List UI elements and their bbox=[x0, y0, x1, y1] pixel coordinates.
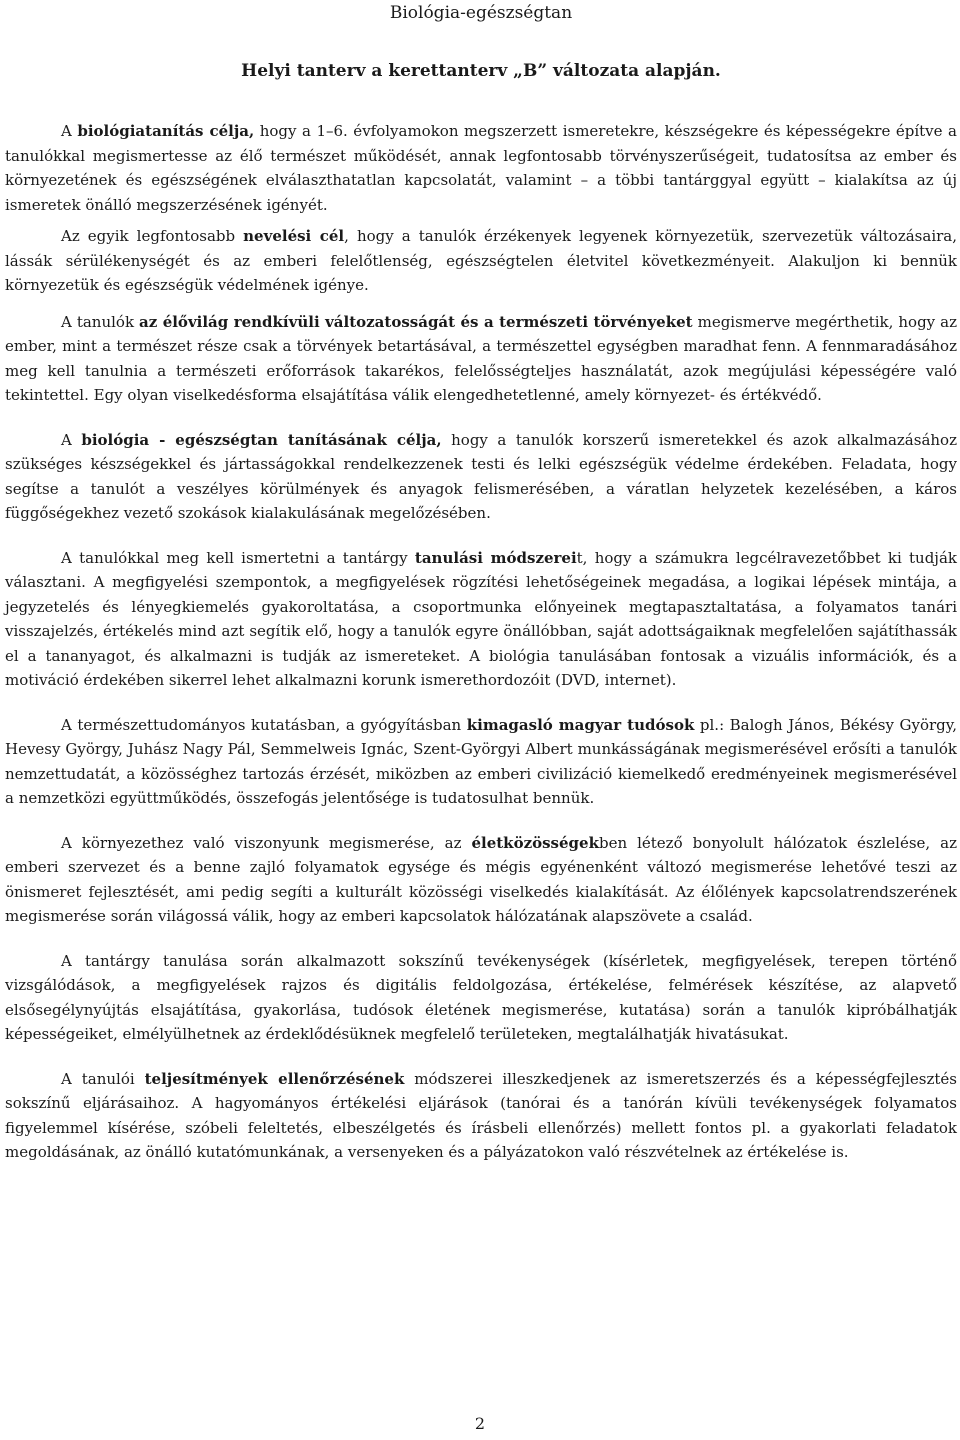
document-page bbox=[5, 0, 957, 1165]
emphasis-text: tanulási módszerei bbox=[414, 548, 577, 567]
body-text: t, hogy a számukra legcélravezetőbbet ki tudják választani. A megfigyelési szempontok, a megfigyelések rögzítési lehetőségeinek megadása, a logikai lépések mintája, a jegyzetelés és lényegkiemelés gyakoroltatása, a csoportmunka előnyeinek megtapasztaltatása, a folyamatos tanári visszajelzés, értékelés mind azt segítik elő, hogy a tanulók egyre önállóbban, saját adottságaiknak megfelelően sajátíthassák el a tananyagot, és alkalmazni is tudják az ismereteket. A biológia tanulásában fontosak a vizuális információk, és a motiváció érdekében sikerrel lehet alkalmazni korunk ismerethordozóit (DVD, internet). bbox=[5, 548, 957, 689]
paragraph-activities bbox=[5, 949, 957, 1047]
body-text: pl.: Balogh János, Békésy György, Hevesy György, Juhász Nagy Pál, Semmelweis Ignác, Szent-Györgyi Albert munkásságának megismerésével erősíti a tanulók nemzettudatát, a közösséghez tartozás érzését, miközben az emberi civilizáció kiemelkedő eredményeinek megismerésével a nemzetközi együttműködés, összefogás jelentősége is tudatosulhat bennük. bbox=[5, 715, 957, 807]
emphasis-text: teljesítmények ellenőrzésének bbox=[144, 1069, 405, 1088]
emphasis-text: biológia - egészségtan tanításának célja, bbox=[81, 430, 442, 449]
document-header: Biológia-egészségtan bbox=[389, 3, 573, 23]
paragraph-communities bbox=[5, 831, 957, 929]
body-text: hogy a 1–6. évfolyamokon megszerzett ismeretekre, készségekre és képességekre építve a tanulókkal megismertesse az élő természet működését, annak legfontosabb törvényszerűségeit, tudatosítsa az ember és környezetének és egészségének elválaszthatatlan kapcsolatát, valamint – a többi tantárggyal együtt – kialakítsa az új ismeretek önálló megszerzésének igényét. bbox=[5, 122, 957, 214]
emphasis-text: kimagasló magyar tudósok bbox=[466, 715, 695, 734]
page-number: 2 bbox=[474, 1414, 486, 1433]
emphasis-text: nevelési cél bbox=[243, 227, 345, 245]
paragraph-health-goal bbox=[5, 428, 957, 526]
emphasis-text: az élővilág rendkívüli változatosságát és a természeti törvényeket bbox=[139, 312, 693, 331]
emphasis-text: biológiatanítás célja, bbox=[77, 122, 255, 140]
body-text: A tanulókkal meg kell ismertetni a tantárgy bbox=[61, 548, 415, 567]
paragraph-goal bbox=[5, 119, 957, 217]
body-text: Az egyik legfontosabb bbox=[61, 227, 244, 245]
body-text: , hogy a tanulók érzékenyek legyenek környezetük, szervezetük változásaira, lássák sérülékenységét és az emberi felelőtlenség, egészségtelen életvitel következményeit. Alakuljon ki bennük környezetük és egészségük védelmének igénye. bbox=[5, 227, 957, 294]
body-text: A bbox=[61, 430, 82, 449]
body-text: A természettudományos kutatásban, a gyógyításban bbox=[61, 715, 467, 734]
paragraph-nature-laws bbox=[5, 310, 957, 408]
document-subtitle: Helyi tanterv a kerettanterv „B” változata alapján. bbox=[241, 61, 721, 81]
body-text: A tantárgy tanulása során alkalmazott sokszínű tevékenységek (kísérletek, megfigyelések, terepen történő vizsgálódások, a megfigyelések rajzos és digitális feldolgozása, értékelése, felmérések készítése, az alapvető elsősegélynyújtás elsajátítása, gyakorlása, tudósok életének megismerése, kutatása) során a tanulók kipróbálhatják képességeiket, elmélyülhetnek az érdeklődésüknek megfelelő területeken, megtalálhatják hivatásukat. bbox=[5, 951, 957, 1043]
body-text: A tanulók bbox=[61, 312, 140, 331]
body-text: módszerei illeszkedjenek az ismeretszerzés és a képességfejlesztés sokszínű eljárásaihoz. A hagyományos értékelési eljárások (tanórai és a tanórán kívüli tevékenységek folyamatos figyelemmel kísérése, szóbeli feleltetés, elbeszélgetés és írásbeli ellenőrzés) mellett fontos pl. a gyakorlati feladatok megoldásának, az önálló kutatómunkának, a versenyeken és a pályázatokon való részvételnek az értékelése is. bbox=[5, 1069, 957, 1161]
emphasis-text: életközösségek bbox=[471, 833, 599, 852]
paragraph-hungarian-scientists bbox=[5, 713, 957, 811]
paragraph-learning-methods bbox=[5, 546, 957, 693]
body-text: ben létező bonyolult hálózatok észlelése, az emberi szervezet és a benne zajló folyamatok egysége és mégis egyénenként változó megismerése lehetővé teszi az önismeret fejlesztését, ami pedig segíti a kulturált közösségi viselkedés kialakítását. Az élőlények kapcsolatrendszerének megismerése során világossá válik, hogy az emberi kapcsolatok hálózatának alapszövete a család. bbox=[5, 833, 958, 925]
paragraph-education-goal bbox=[5, 224, 957, 298]
body-text: A bbox=[61, 122, 78, 140]
paragraph-assessment bbox=[5, 1067, 957, 1165]
body-text: hogy a tanulók korszerű ismeretekkel és azok alkalmazásához szükséges készségekkel és jártasságokkal rendelkezzenek testi és lelki egészségük védelme érdekében. Feladata, hogy segítse a tanulót a veszélyes körülmények és anyagok felismerésében, a váratlan helyzetek kezelésében, a káros függőségekhez vezető szokások kialakulásának megelőzésében. bbox=[5, 430, 957, 522]
body-text: megismerve megérthetik, hogy az ember, mint a természet része csak a törvények betartásával, a természettel egységben maradhat fenn. A fennmaradásához meg kell tanulnia a természeti erőforrások takarékos, felelősségteljes használatát, azok megújulási képességére való tekintettel. Egy olyan viselkedésforma elsajátítása válik elengedhetetlenné, amely környezet- és értékvédő. bbox=[5, 312, 957, 404]
body-text: A tanulói bbox=[61, 1069, 145, 1088]
body-text: A környezethez való viszonyunk megismerése, az bbox=[61, 833, 472, 852]
